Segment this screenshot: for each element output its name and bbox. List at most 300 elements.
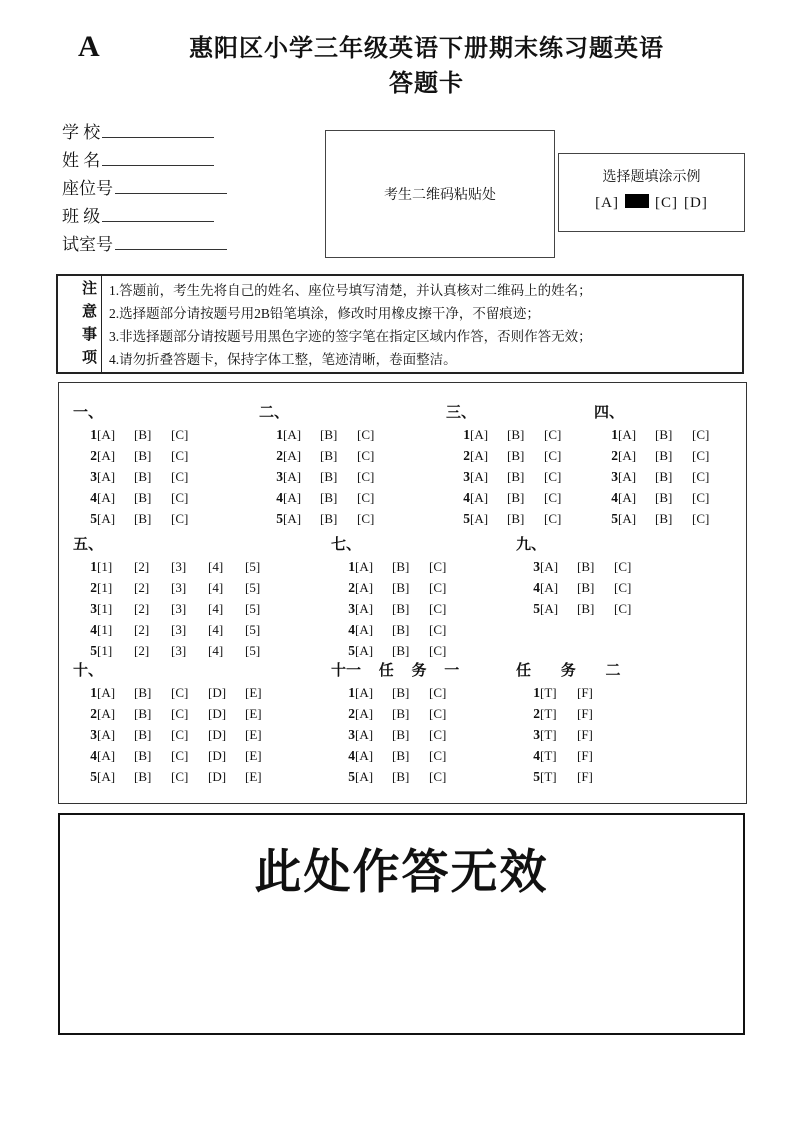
option-bubble: [A] bbox=[97, 769, 116, 784]
question-number: 2 bbox=[463, 448, 470, 463]
option-bubble: [B] bbox=[134, 769, 152, 784]
question-number: 5 bbox=[90, 643, 97, 658]
option-bubble: [C] bbox=[429, 559, 447, 574]
question-row bbox=[259, 487, 394, 508]
question-number: 2 bbox=[276, 448, 283, 463]
option-bubble: [B] bbox=[392, 559, 410, 574]
option-bubble: [B] bbox=[134, 748, 152, 763]
question-number: 4 bbox=[611, 490, 618, 505]
option-bubble: [B] bbox=[320, 469, 338, 484]
option-bubble: [5] bbox=[245, 580, 261, 595]
example-option: [C] bbox=[655, 195, 678, 211]
option-bubble: [C] bbox=[171, 511, 189, 526]
question-number: 4 bbox=[276, 490, 283, 505]
option-bubble: [A] bbox=[618, 490, 637, 505]
notice-item-1: 1.答题前，考生先将自己的姓名、座位号填写清楚，并认真核对二维码上的姓名； bbox=[109, 283, 592, 298]
section-9 bbox=[516, 535, 651, 619]
option-bubble: [A] bbox=[97, 469, 116, 484]
option-bubble: [A] bbox=[97, 511, 116, 526]
option-bubble: [C] bbox=[171, 727, 189, 742]
question-row bbox=[331, 745, 466, 766]
option-bubble: [A] bbox=[283, 511, 302, 526]
fill-example-title: 选择题填涂示例 bbox=[602, 170, 701, 185]
option-bubble: [A] bbox=[355, 601, 374, 616]
option-bubble: [A] bbox=[283, 469, 302, 484]
option-bubble: [C] bbox=[614, 580, 632, 595]
question-row bbox=[73, 703, 282, 724]
question-number: 2 bbox=[533, 706, 540, 721]
option-bubble: [A] bbox=[283, 448, 302, 463]
seat-number-field bbox=[62, 174, 227, 202]
question-row bbox=[516, 766, 621, 787]
option-bubble: [3] bbox=[171, 580, 187, 595]
question-number: 5 bbox=[463, 511, 470, 526]
option-bubble: [B] bbox=[392, 748, 410, 763]
option-bubble: [C] bbox=[429, 685, 447, 700]
section-7 bbox=[331, 535, 466, 661]
question-row bbox=[446, 466, 581, 487]
question-row bbox=[446, 424, 581, 445]
option-bubble: [1] bbox=[97, 580, 113, 595]
question-number: 5 bbox=[90, 769, 97, 784]
option-bubble: [T] bbox=[540, 685, 557, 700]
option-bubble: [C] bbox=[429, 601, 447, 616]
question-row bbox=[331, 724, 466, 745]
option-bubble: [A] bbox=[618, 511, 637, 526]
option-bubble: [B] bbox=[392, 622, 410, 637]
question-number: 1 bbox=[533, 685, 540, 700]
page-title-line2: 答题卡 bbox=[389, 71, 464, 97]
option-bubble: [B] bbox=[507, 427, 525, 442]
notice-side-char: 注 bbox=[81, 281, 97, 297]
option-bubble: [C] bbox=[357, 490, 375, 505]
question-number: 4 bbox=[463, 490, 470, 505]
example-options bbox=[559, 194, 744, 212]
option-bubble: [C] bbox=[614, 601, 632, 616]
section-title: 七、 bbox=[331, 537, 362, 553]
option-bubble: [A] bbox=[355, 748, 374, 763]
option-bubble: [B] bbox=[134, 448, 152, 463]
question-number: 1 bbox=[276, 427, 283, 442]
notice-side-char: 事 bbox=[81, 327, 97, 343]
class-field-label: 班 级 bbox=[62, 207, 101, 226]
option-bubble: [B] bbox=[577, 580, 595, 595]
question-row bbox=[594, 487, 729, 508]
option-bubble: [C] bbox=[429, 727, 447, 742]
option-bubble: [B] bbox=[320, 427, 338, 442]
option-bubble: [B] bbox=[134, 469, 152, 484]
question-row bbox=[73, 640, 282, 661]
question-row bbox=[259, 466, 394, 487]
student-info-block bbox=[62, 118, 227, 258]
notice-item-3: 3.非选择题部分请按题号用黑色字迹的签字笔在指定区域内作答，否则作答无效； bbox=[109, 329, 592, 344]
question-number: 5 bbox=[348, 643, 355, 658]
question-row bbox=[331, 703, 466, 724]
question-row bbox=[594, 508, 729, 529]
option-bubble: [A] bbox=[470, 469, 489, 484]
section-10 bbox=[73, 661, 282, 787]
option-bubble: [E] bbox=[245, 748, 262, 763]
class-field bbox=[62, 202, 227, 230]
option-bubble: [A] bbox=[355, 580, 374, 595]
option-bubble: [C] bbox=[544, 490, 562, 505]
section-title: 二、 bbox=[259, 405, 290, 421]
option-bubble: [A] bbox=[97, 427, 116, 442]
option-bubble: [C] bbox=[171, 490, 189, 505]
question-row bbox=[331, 640, 466, 661]
option-bubble: [B] bbox=[134, 727, 152, 742]
section-4 bbox=[594, 403, 729, 529]
option-bubble: [A] bbox=[470, 448, 489, 463]
name-field-label: 姓 名 bbox=[62, 151, 101, 170]
question-row bbox=[594, 466, 729, 487]
question-row bbox=[331, 556, 466, 577]
question-number: 4 bbox=[90, 490, 97, 505]
question-number: 2 bbox=[348, 706, 355, 721]
seat-number-field-label: 座位号 bbox=[62, 179, 113, 198]
option-bubble: [B] bbox=[134, 685, 152, 700]
question-row bbox=[73, 445, 208, 466]
question-row bbox=[516, 556, 651, 577]
option-bubble: [C] bbox=[429, 748, 447, 763]
option-bubble: [B] bbox=[507, 448, 525, 463]
option-bubble: [2] bbox=[134, 559, 150, 574]
question-number: 5 bbox=[611, 511, 618, 526]
question-number: 1 bbox=[90, 427, 97, 442]
option-bubble: [1] bbox=[97, 622, 113, 637]
question-number: 4 bbox=[533, 748, 540, 763]
option-bubble: [B] bbox=[507, 490, 525, 505]
question-number: 5 bbox=[90, 511, 97, 526]
option-bubble: [A] bbox=[618, 448, 637, 463]
section-title: 四、 bbox=[594, 405, 625, 421]
option-bubble: [C] bbox=[357, 427, 375, 442]
option-bubble: [C] bbox=[429, 580, 447, 595]
option-bubble: [B] bbox=[655, 448, 673, 463]
question-row bbox=[73, 766, 282, 787]
option-bubble: [B] bbox=[392, 769, 410, 784]
question-row bbox=[516, 577, 651, 598]
option-bubble: [B] bbox=[320, 448, 338, 463]
option-bubble: [A] bbox=[355, 769, 374, 784]
question-row bbox=[516, 724, 621, 745]
option-bubble: [3] bbox=[171, 643, 187, 658]
option-bubble: [4] bbox=[208, 622, 224, 637]
option-bubble: [A] bbox=[97, 727, 116, 742]
question-row bbox=[331, 577, 466, 598]
option-bubble: [B] bbox=[507, 511, 525, 526]
option-bubble: [A] bbox=[355, 706, 374, 721]
option-bubble: [E] bbox=[245, 685, 262, 700]
question-number: 2 bbox=[90, 706, 97, 721]
exam-room-field-label: 试室号 bbox=[62, 235, 113, 254]
question-row bbox=[594, 445, 729, 466]
notice-side-char: 项 bbox=[81, 350, 97, 366]
example-option: [D] bbox=[684, 195, 708, 211]
option-bubble: [C] bbox=[614, 559, 632, 574]
question-row bbox=[446, 445, 581, 466]
option-bubble: [3] bbox=[171, 622, 187, 637]
option-bubble: [D] bbox=[208, 685, 227, 700]
question-row bbox=[516, 703, 621, 724]
question-row bbox=[331, 598, 466, 619]
option-bubble: [1] bbox=[97, 601, 113, 616]
invalid-answer-area bbox=[58, 813, 745, 1035]
option-bubble: [4] bbox=[208, 580, 224, 595]
school-field-label: 学 校 bbox=[62, 123, 101, 142]
option-bubble: [B] bbox=[134, 706, 152, 721]
option-bubble: [C] bbox=[171, 748, 189, 763]
option-bubble: [D] bbox=[208, 706, 227, 721]
question-number: 4 bbox=[90, 748, 97, 763]
option-bubble: [D] bbox=[208, 727, 227, 742]
option-bubble: [F] bbox=[577, 727, 593, 742]
question-row bbox=[516, 682, 621, 703]
section-title: 十一 任 务 一 bbox=[331, 663, 460, 679]
option-bubble: [C] bbox=[429, 643, 447, 658]
question-row bbox=[73, 724, 282, 745]
notice-side-char: 意 bbox=[81, 304, 97, 320]
question-number: 2 bbox=[90, 580, 97, 595]
section-title: 三、 bbox=[446, 405, 477, 421]
option-bubble: [T] bbox=[540, 706, 557, 721]
option-bubble: [A] bbox=[355, 727, 374, 742]
question-row bbox=[73, 487, 208, 508]
question-row bbox=[73, 466, 208, 487]
option-bubble: [1] bbox=[97, 643, 113, 658]
option-bubble: [C] bbox=[429, 622, 447, 637]
question-number: 4 bbox=[90, 622, 97, 637]
option-bubble: [5] bbox=[245, 643, 261, 658]
option-bubble: [4] bbox=[208, 601, 224, 616]
qr-code-paste-box bbox=[325, 130, 555, 258]
example-option: [A] bbox=[595, 195, 619, 211]
question-number: 3 bbox=[463, 469, 470, 484]
question-number: 3 bbox=[533, 559, 540, 574]
question-row bbox=[331, 766, 466, 787]
option-bubble: [B] bbox=[577, 559, 595, 574]
option-bubble: [C] bbox=[692, 469, 710, 484]
question-row bbox=[446, 487, 581, 508]
question-row bbox=[73, 598, 282, 619]
option-bubble: [C] bbox=[544, 427, 562, 442]
option-bubble: [F] bbox=[577, 769, 593, 784]
question-row bbox=[73, 619, 282, 640]
question-number: 5 bbox=[348, 769, 355, 784]
name-field-blank-line bbox=[102, 149, 214, 166]
option-bubble: [A] bbox=[470, 490, 489, 505]
question-number: 2 bbox=[611, 448, 618, 463]
option-bubble: [A] bbox=[355, 559, 374, 574]
question-number: 3 bbox=[533, 727, 540, 742]
option-bubble: [F] bbox=[577, 685, 593, 700]
invalid-answer-text: 此处作答无效 bbox=[254, 845, 549, 898]
option-bubble: [E] bbox=[245, 727, 262, 742]
option-bubble: [5] bbox=[245, 559, 261, 574]
question-row bbox=[331, 619, 466, 640]
option-bubble: [B] bbox=[392, 706, 410, 721]
page-title-line1: 惠阳区小学三年级英语下册期末练习题英语 bbox=[189, 36, 664, 62]
notice-item-2: 2.选择题部分请按题号用2B铅笔填涂，修改时用橡皮擦干净，不留痕迹； bbox=[109, 306, 540, 321]
name-field bbox=[62, 146, 227, 174]
task-2 bbox=[516, 661, 621, 787]
option-bubble: [C] bbox=[544, 469, 562, 484]
option-bubble: [B] bbox=[392, 685, 410, 700]
option-bubble: [A] bbox=[355, 643, 374, 658]
option-bubble: [2] bbox=[134, 643, 150, 658]
option-bubble: [B] bbox=[655, 469, 673, 484]
option-bubble: [2] bbox=[134, 580, 150, 595]
school-field bbox=[62, 118, 227, 146]
option-bubble: [B] bbox=[577, 601, 595, 616]
option-bubble: [C] bbox=[357, 469, 375, 484]
section-1 bbox=[73, 403, 208, 529]
question-number: 3 bbox=[611, 469, 618, 484]
question-row bbox=[331, 682, 466, 703]
option-bubble: [A] bbox=[97, 685, 116, 700]
option-bubble: [A] bbox=[355, 622, 374, 637]
option-bubble: [A] bbox=[540, 559, 559, 574]
option-bubble: [F] bbox=[577, 706, 593, 721]
option-bubble: [C] bbox=[171, 469, 189, 484]
exam-room-field bbox=[62, 230, 227, 258]
option-bubble: [1] bbox=[97, 559, 113, 574]
option-bubble: [A] bbox=[355, 685, 374, 700]
exam-room-field-blank-line bbox=[115, 233, 227, 250]
notice-items bbox=[102, 276, 742, 372]
option-bubble: [C] bbox=[357, 448, 375, 463]
option-bubble: [3] bbox=[171, 559, 187, 574]
option-bubble: [2] bbox=[134, 622, 150, 637]
option-bubble: [5] bbox=[245, 601, 261, 616]
option-bubble: [A] bbox=[470, 427, 489, 442]
option-bubble: [C] bbox=[692, 511, 710, 526]
section-title: 九、 bbox=[516, 537, 547, 553]
option-bubble: [C] bbox=[544, 511, 562, 526]
section-title: 十、 bbox=[73, 663, 104, 679]
option-bubble: [A] bbox=[470, 511, 489, 526]
option-bubble: [4] bbox=[208, 559, 224, 574]
option-bubble: [E] bbox=[245, 769, 262, 784]
question-number: 2 bbox=[90, 448, 97, 463]
option-bubble: [A] bbox=[283, 427, 302, 442]
option-bubble: [C] bbox=[429, 769, 447, 784]
qr-code-paste-label: 考生二维码粘贴处 bbox=[384, 188, 496, 203]
option-bubble: [A] bbox=[618, 469, 637, 484]
question-number: 1 bbox=[348, 559, 355, 574]
question-number: 5 bbox=[533, 601, 540, 616]
option-bubble: [B] bbox=[392, 727, 410, 742]
variant-label: A bbox=[78, 30, 100, 63]
option-bubble: [A] bbox=[97, 748, 116, 763]
option-bubble: [C] bbox=[692, 490, 710, 505]
notice-item-4: 4.请勿折叠答题卡，保持字体工整，笔迹清晰，卷面整洁。 bbox=[109, 352, 457, 367]
section-11-task-1 bbox=[331, 661, 466, 787]
question-row bbox=[516, 598, 651, 619]
option-bubble: [A] bbox=[97, 706, 116, 721]
section-title: 五、 bbox=[73, 537, 104, 553]
question-row bbox=[73, 508, 208, 529]
section-2 bbox=[259, 403, 394, 529]
question-row bbox=[73, 745, 282, 766]
section-5 bbox=[73, 535, 282, 661]
question-row bbox=[73, 424, 208, 445]
section-title: 任 务 二 bbox=[516, 663, 621, 679]
question-number: 4 bbox=[348, 748, 355, 763]
option-bubble: [B] bbox=[655, 427, 673, 442]
option-bubble: [C] bbox=[171, 427, 189, 442]
notice-side-label bbox=[58, 276, 102, 372]
filled-option-mark bbox=[625, 194, 649, 208]
option-bubble: [C] bbox=[171, 685, 189, 700]
option-bubble: [B] bbox=[392, 643, 410, 658]
option-bubble: [T] bbox=[540, 748, 557, 763]
option-bubble: [F] bbox=[577, 748, 593, 763]
class-field-blank-line bbox=[102, 205, 214, 222]
question-row bbox=[259, 508, 394, 529]
option-bubble: [A] bbox=[540, 580, 559, 595]
option-bubble: [B] bbox=[655, 511, 673, 526]
option-bubble: [C] bbox=[357, 511, 375, 526]
question-row bbox=[259, 424, 394, 445]
option-bubble: [A] bbox=[540, 601, 559, 616]
option-bubble: [B] bbox=[320, 511, 338, 526]
question-row bbox=[594, 424, 729, 445]
option-bubble: [C] bbox=[692, 427, 710, 442]
option-bubble: [T] bbox=[540, 727, 557, 742]
question-number: 5 bbox=[276, 511, 283, 526]
school-field-blank-line bbox=[102, 121, 214, 138]
option-bubble: [B] bbox=[320, 490, 338, 505]
section-3 bbox=[446, 403, 581, 529]
option-bubble: [B] bbox=[655, 490, 673, 505]
question-number: 2 bbox=[348, 580, 355, 595]
option-bubble: [A] bbox=[283, 490, 302, 505]
option-bubble: [T] bbox=[540, 769, 557, 784]
question-number: 3 bbox=[90, 469, 97, 484]
question-number: 3 bbox=[90, 601, 97, 616]
option-bubble: [4] bbox=[208, 643, 224, 658]
question-row bbox=[516, 745, 621, 766]
page-title bbox=[70, 32, 783, 102]
option-bubble: [2] bbox=[134, 601, 150, 616]
question-number: 1 bbox=[611, 427, 618, 442]
option-bubble: [C] bbox=[171, 706, 189, 721]
question-number: 5 bbox=[533, 769, 540, 784]
question-number: 1 bbox=[463, 427, 470, 442]
question-number: 1 bbox=[90, 685, 97, 700]
option-bubble: [A] bbox=[97, 490, 116, 505]
option-bubble: [C] bbox=[544, 448, 562, 463]
question-number: 1 bbox=[348, 685, 355, 700]
question-number: 1 bbox=[90, 559, 97, 574]
option-bubble: [B] bbox=[134, 427, 152, 442]
option-bubble: [3] bbox=[171, 601, 187, 616]
option-bubble: [A] bbox=[618, 427, 637, 442]
section-title: 一、 bbox=[73, 405, 104, 421]
option-bubble: [C] bbox=[429, 706, 447, 721]
question-number: 3 bbox=[90, 727, 97, 742]
question-row bbox=[73, 556, 282, 577]
option-bubble: [C] bbox=[692, 448, 710, 463]
question-number: 3 bbox=[348, 727, 355, 742]
question-number: 3 bbox=[276, 469, 283, 484]
seat-number-field-blank-line bbox=[115, 177, 227, 194]
question-row bbox=[446, 508, 581, 529]
question-number: 4 bbox=[533, 580, 540, 595]
question-number: 3 bbox=[348, 601, 355, 616]
option-bubble: [C] bbox=[171, 769, 189, 784]
